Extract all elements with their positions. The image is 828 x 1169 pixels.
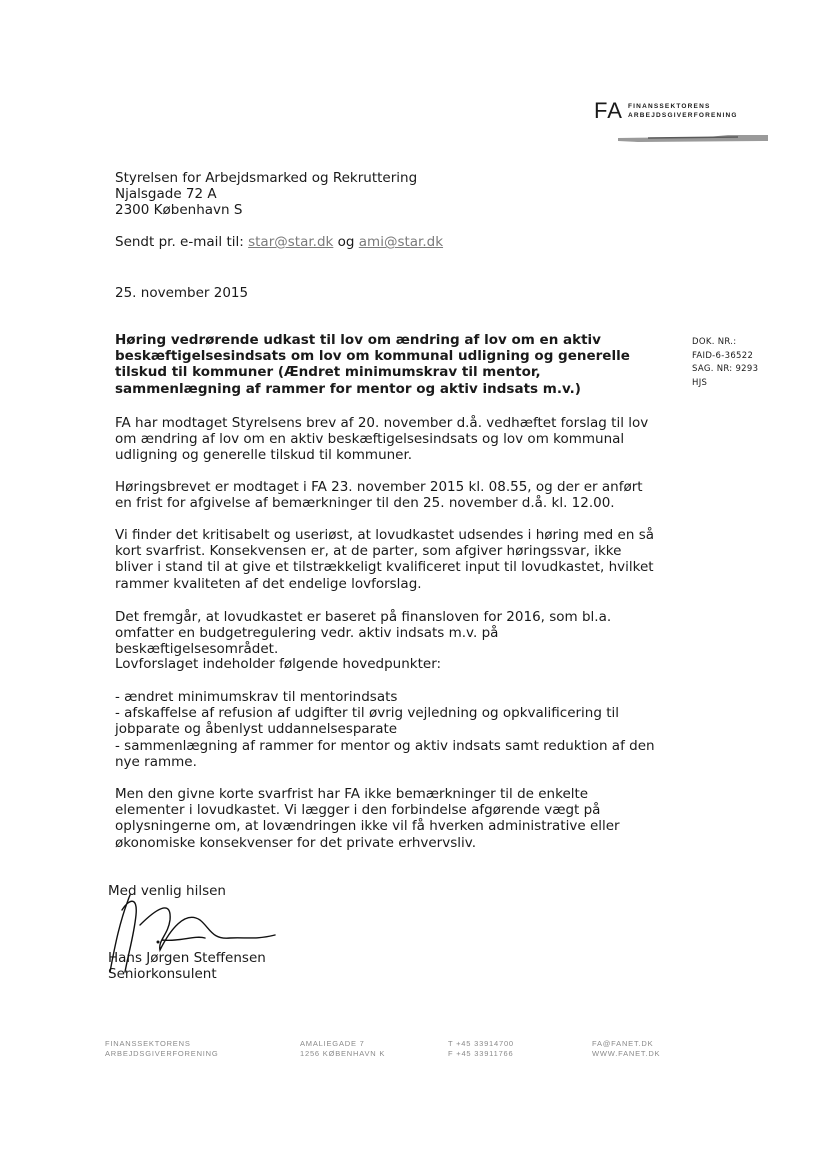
fa-logo (594, 98, 774, 148)
sent-by-email (115, 234, 443, 250)
email-link-star[interactable]: star@star.dk (248, 234, 334, 250)
recipient-address (115, 170, 417, 218)
document-reference (692, 336, 758, 390)
initials: HJS (692, 377, 708, 388)
recipient-line: Styrelsen for Arbejdsmarked og Rekruttering (115, 170, 418, 186)
greeting: Med venlig hilsen (108, 883, 226, 899)
logo-bar-graphic (618, 135, 768, 142)
signer-name: Hans Jørgen Steffensen (108, 950, 266, 966)
email-link-ami[interactable]: ami@star.dk (358, 234, 444, 250)
footer-city: 1256 KØBENHAVN K (300, 1049, 386, 1058)
logo-text-line1: FINANSSEKTORENS (628, 103, 711, 110)
footer-phone (448, 1039, 514, 1059)
list-item: - ændret minimumskrav til mentorindsats (115, 689, 398, 705)
bullet-list (115, 689, 660, 770)
letter-date: 25. november 2015 (115, 285, 249, 301)
recipient-line: Njalsgade 72 A (115, 186, 217, 202)
body-paragraph: FA har modtaget Styrelsens brev af 20. november d.å. vedhæftet forslag til lov om ændring af lov om en aktiv beskæftigelsesindsats og lov om kommunal udligning og generelle tilskud til kommuner. (115, 415, 649, 464)
recipient-line: 2300 København S (115, 202, 243, 218)
logo-text-line2: ARBEJDSGIVERFORENING (628, 112, 738, 119)
footer-street: AMALIEGADE 7 (300, 1039, 365, 1048)
list-item: - afskaffelse af refusion af udgifter til øvrig vejledning og opkvalificering til jobparate og åbenlyst uddannelsesparate (115, 705, 620, 738)
footer-email: FA@FANET.DK (592, 1039, 654, 1048)
logo-mark: FA (594, 98, 623, 123)
list-item: - sammenlægning af rammer for mentor og aktiv indsats samt reduktion af den nye ramme. (115, 737, 655, 770)
footer-address (300, 1039, 385, 1059)
footer-org-line2: ARBEJDSGIVERFORENING (105, 1049, 219, 1058)
signer-title: Seniorkonsulent (108, 966, 217, 982)
sent-prefix: Sendt pr. e-mail til: (115, 234, 244, 250)
footer-fax: F +45 33911766 (448, 1049, 514, 1058)
footer-organization (105, 1039, 219, 1059)
case-number: SAG. NR: 9293 (692, 364, 759, 374)
handwritten-signature (100, 880, 290, 980)
closing-paragraph: Men den givne korte svarfrist har FA ikke bemærkninger til de enkelte elementer i lovudkastet. Vi lægger i den forbindelse afgørende vægt på oplysningerne om, at lovændringen ikke vil få hverken administrative eller økonomiske konsekvenser for det private erhvervsliv. (115, 786, 620, 851)
footer-contact (592, 1039, 660, 1059)
body-paragraph: Lovforslaget indeholder følgende hovedpunkter: (115, 656, 442, 672)
footer-org-line1: FINANSSEKTORENS (105, 1039, 191, 1048)
subject-heading: Høring vedrørende udkast til lov om ændring af lov om en aktiv beskæftigelsesindsats om lov om kommunal udligning og generelle tilskud til kommuner (Ændret minimumskrav til mentor, sammenlægning af rammer for mentor og aktiv indsats m.v.) (115, 332, 630, 397)
footer-tel: T +45 33914700 (448, 1039, 514, 1048)
doc-number-label: DOK. NR.: (692, 337, 737, 347)
body-paragraph: Det fremgår, at lovudkastet er baseret på finansloven for 2016, som bl.a. omfatter en budgetregulering vedr. aktiv indsats m.v. på beskæftigelsesområdet. (115, 609, 612, 658)
body-paragraph: Høringsbrevet er modtaget i FA 23. november 2015 kl. 08.55, og der er anført en frist for afgivelse af bemærkninger til den 25. november d.å. kl. 12.00. (115, 479, 643, 512)
doc-number-value: FAID-6-36522 (692, 350, 754, 361)
body-paragraph: Vi finder det kritisabelt og useriøst, at lovudkastet udsendes i høring med en så kort svarfrist. Konsekvensen er, at de parter, som afgiver høringssvar, ikke bliver i stand til at give et tilstrækkeligt kvalificeret input til lovudkastet, hvilket rammer kvaliteten af det endelige lovforslag. (115, 527, 655, 592)
sent-conjunction: og (337, 234, 355, 250)
footer-web: WWW.FANET.DK (592, 1049, 661, 1058)
